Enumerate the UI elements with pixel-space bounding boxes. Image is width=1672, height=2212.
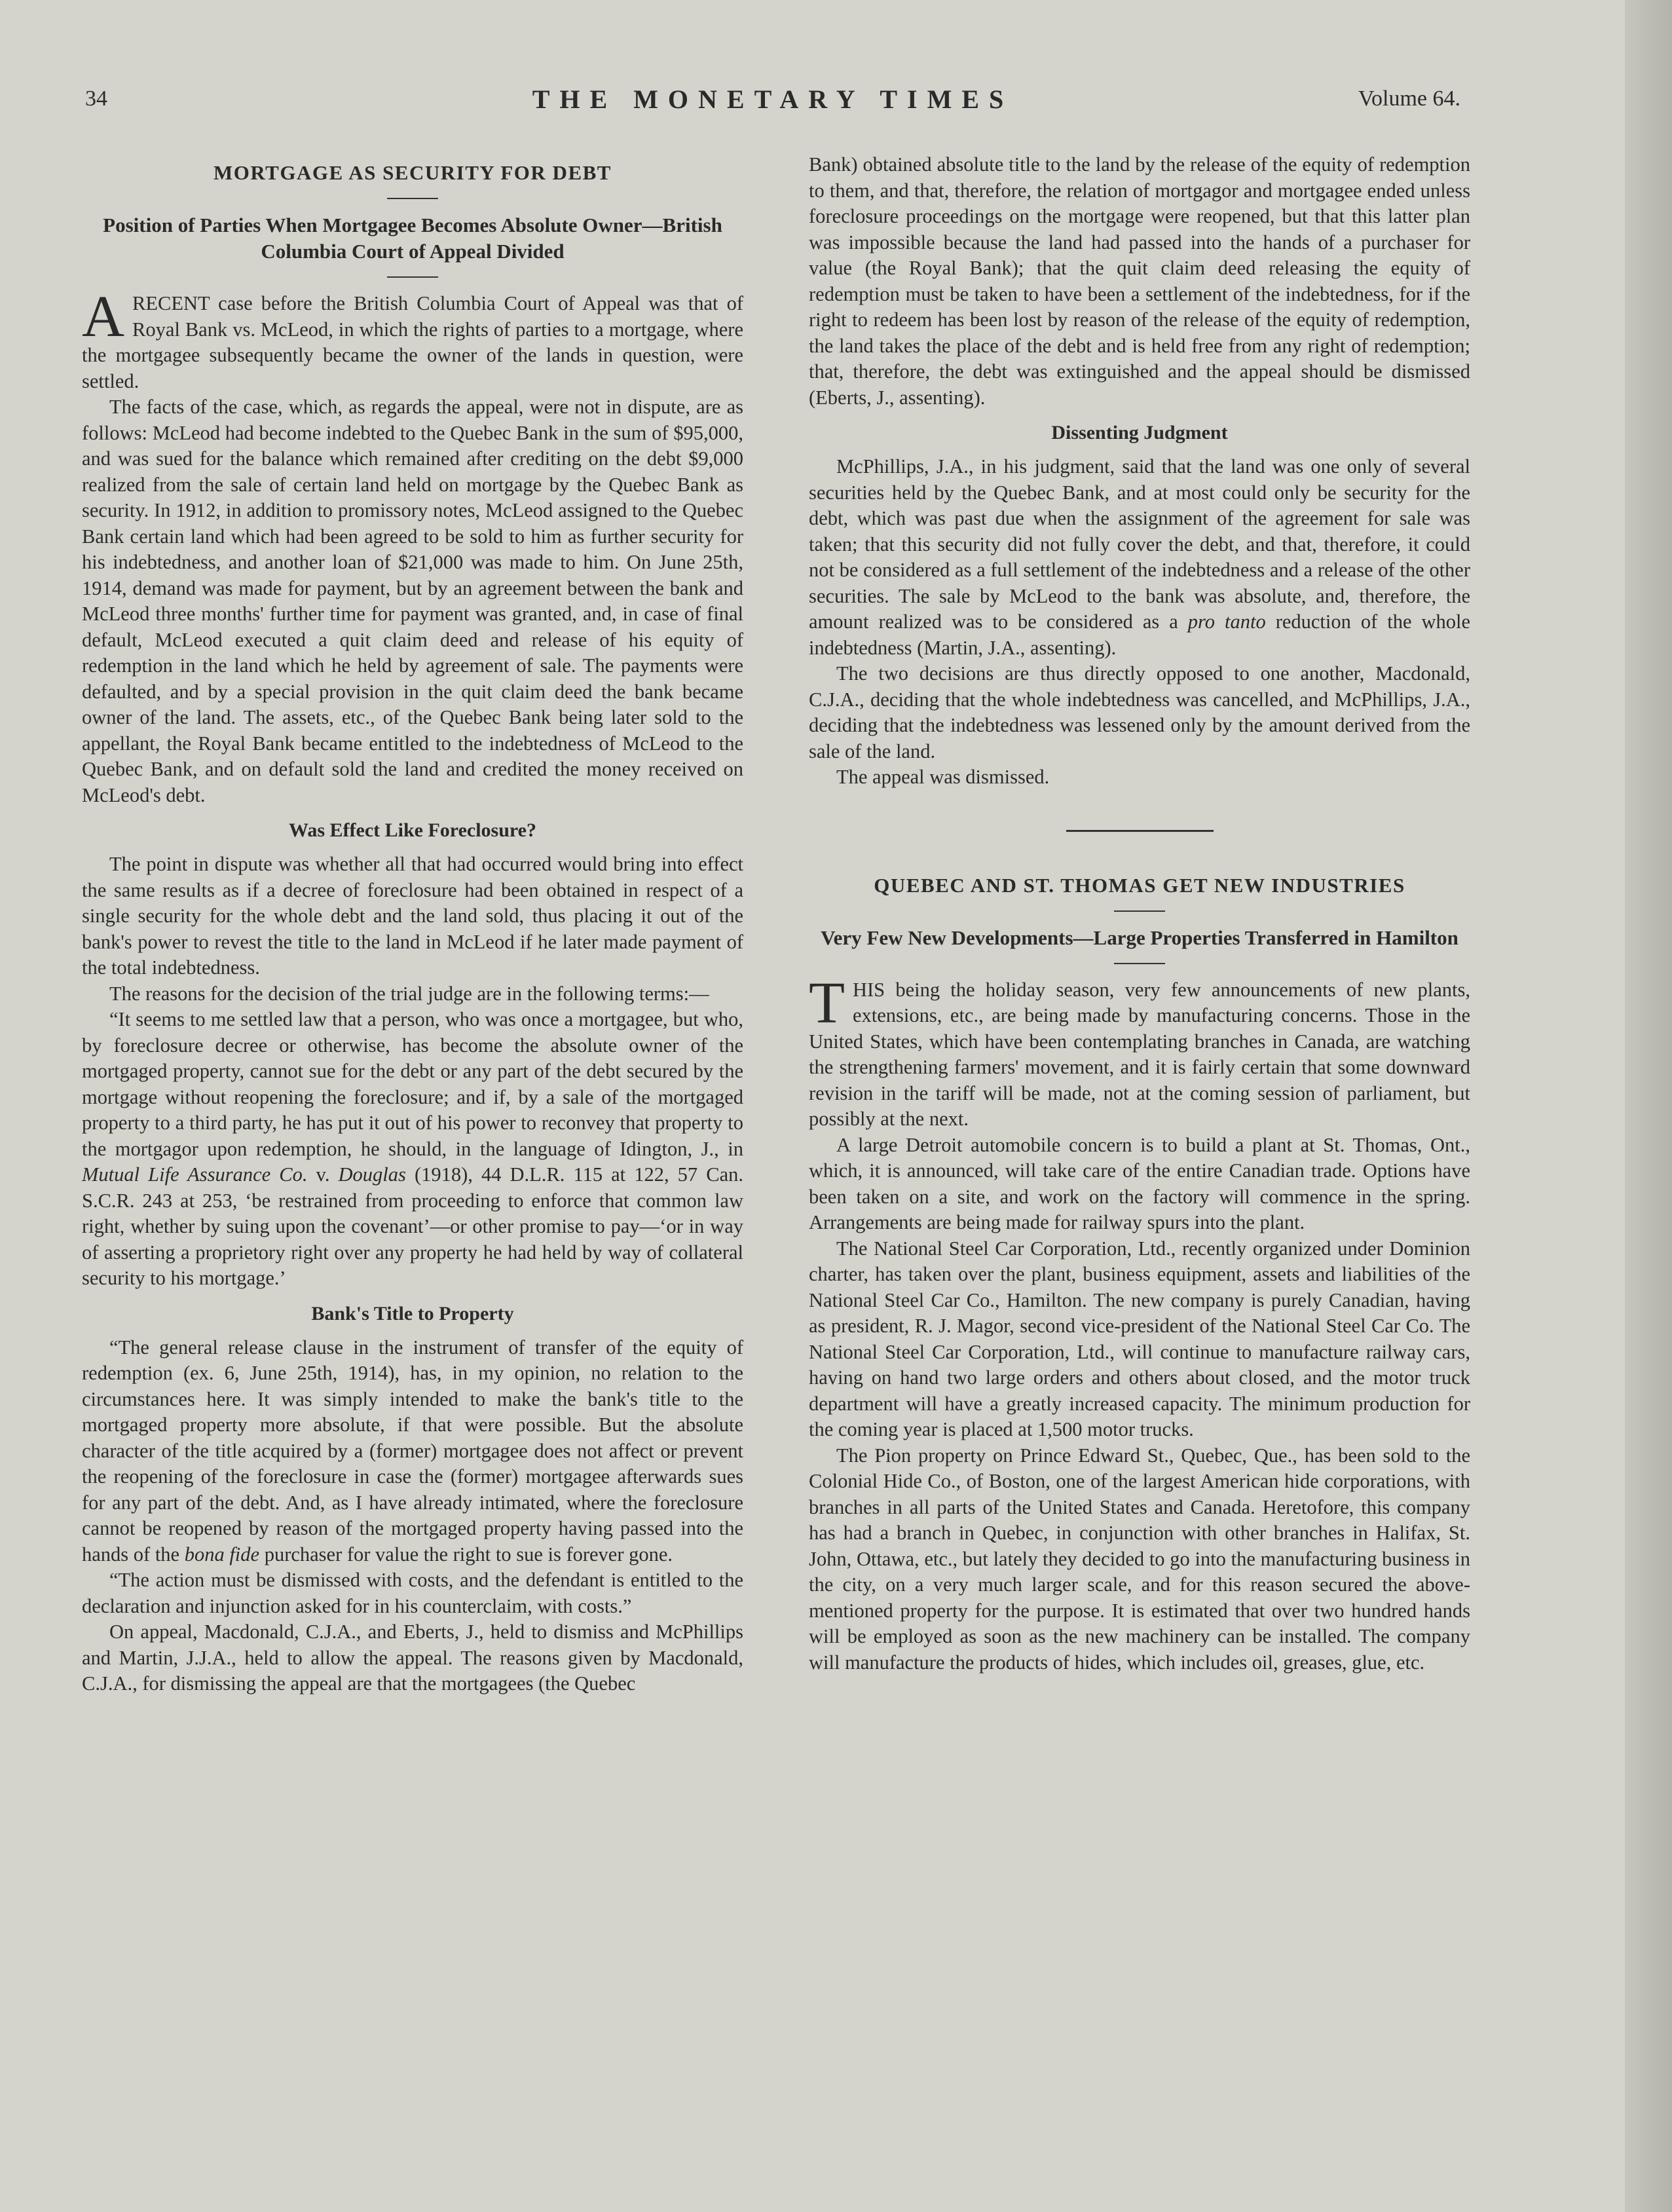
- page-edge: [1625, 0, 1672, 2212]
- subhead-foreclosure: Was Effect Like Foreclosure?: [289, 819, 536, 841]
- paragraph-action: “The action must be dismissed with costs, and the defendant is entitled to the declaration and injunction asked for in his counterclaim, with costs.”: [82, 1569, 743, 1617]
- paragraph-pion: The Pion property on Prince Edward St., Quebec, Que., has been sold to the Colonial Hide Co., of Boston, one of the largest American hide corporations, with branches in all parts of the United States and Canada. Heretofore, this company has had a branch in Quebec, in conjunction with other branches in Halifax, St. John, Ottawa, etc., but lately they decided to go into the manufacturing business in the city, on a very much larger scale, and for this reason secured the above-mentioned property for the purpose. It is estimated that over two hundred hands will be employed as soon as the new machinery can be installed. The company will manufacture the products of hides, which includes oil, greases, glue, etc.: [809, 1444, 1470, 1674]
- subhead-title-property: Bank's Title to Property: [311, 1302, 514, 1324]
- paragraph-dismissed: The appeal was dismissed.: [836, 766, 1050, 788]
- deck-rule: [387, 276, 438, 278]
- article2-intro: [809, 970, 1470, 1133]
- article1-title: MORTGAGE AS SECURITY FOR DEBT: [214, 161, 612, 184]
- article1-intro-text: RECENT case before the British Columbia Court of Appeal was that of Royal Bank vs. McLeod, in which the rights of parties to a mortgage, where the mortgagee subsequently became the owner of the lands in question, were settled.: [82, 292, 743, 392]
- left-column: [82, 152, 743, 1697]
- paragraph-release: [82, 1335, 743, 1568]
- masthead: THE MONETARY TIMES: [532, 84, 1014, 114]
- paragraph-on-appeal: On appeal, Macdonald, C.J.A., and Eberts, J., held to dismiss and McPhillips and Martin, J.J.A., held to allow the appeal. The reasons given by Macdonald, C.J.A., for dismissing the appeal are that the mortgagees (the Quebec: [82, 1621, 743, 1695]
- paragraph-continued: Bank) obtained absolute title to the land by the release of the equity of redemption to them, and that, therefore, the relation of mortgagor and mortgagee ended unless foreclosure proceedings on the mortgage were reopened, but that this latter plan was impossible because the land had passed into the hands of a purchaser for value (the Royal Bank); that the quit claim deed releasing the equity of redemption must be taken to have been a settlement of the indebtedness, for if the right to redeem has been lost by reason of the release of the equity of redemption, the land takes the place of the debt and is held free from any right of redemption; that, therefore, the debt was extinguished and the appeal should be dismissed (Eberts, J., assenting).: [809, 153, 1470, 409]
- paragraph-steel-car: The National Steel Car Corporation, Ltd., recently organized under Dominion charter, has taken over the plant, business equipment, assets and liabilities of the National Steel Car Co., Hamilton. The new company is purely Canadian, having as president, R. J. Magor, second vice-president of the National Steel Car Co. The National Steel Car Corporation, Ltd., will continue to manufacture railway cars, having on hand two large orders and others about closed, and the motor truck department will have a greatly increased capacity. The minimum production for the coming year is placed at 1,500 motor trucks.: [809, 1237, 1470, 1440]
- quote-text-b: (1918), 44 D.L.R. 115 at 122, 57 Can. S.C.R. 243 at 253, ‘be restrained from proceeding to enforce that common law right, whether by suing upon the covenant’—or other promise to pay—‘or in way of asserting a proprietory right over any property he had held by way of collateral security to his mortgage.’: [82, 1163, 743, 1289]
- paragraph-two-decisions: The two decisions are thus directly opposed to one another, Macdonald, C.J.A., deciding that the whole indebtedness was cancelled, and McPhillips, J.A., deciding that the indebtedness was lessened only by the amount derived from the sale of the land.: [809, 662, 1470, 762]
- case-name: Mutual Life Assurance Co.: [82, 1163, 308, 1186]
- paragraph-quote: [82, 1007, 743, 1292]
- release-text-b: purchaser for value the right to sue is forever gone.: [259, 1543, 673, 1565]
- dissent-text-a: McPhillips, J.A., in his judgment, said that the land was one only of several securities held by the Quebec Bank, and at most could only be security for the debt, which was past due when the assignment of the agreement for sale was taken; that this security did not fully cover the debt, and that, therefore, it could not be considered as a full settlement of the indebtedness and a release of the other securities. The sale by McLeod to the bank was absolute, and, therefore, the amount realized was to be considered as a: [809, 455, 1470, 633]
- article2-title: QUEBEC AND ST. THOMAS GET NEW INDUSTRIES: [874, 873, 1405, 897]
- case-name-2: Douglas: [338, 1163, 406, 1186]
- article2-intro-text: HIS being the holiday season, very few announcements of new plants, extensions, etc., are being made by manufacturing concerns. Those in the United States, which have been contemplating branches in Canada, are watching the strengthening farmers' movement, and it is fairly certain that some downward revision in the tariff will be made, not at the coming session of parliament, but possibly at the next.: [809, 978, 1470, 1130]
- case-v: v.: [307, 1163, 339, 1186]
- paragraph-point: The point in dispute was whether all that had occurred would bring into effect the same results as if a decree of foreclosure had been obtained in respect of a single security for the whole debt and the land sold, thus placing it out of the bank's power to revest the title to the land in McLeod if he later made payment of the total indebtedness.: [82, 853, 743, 979]
- title-rule-2: [1114, 910, 1165, 912]
- dropcap-a: A: [82, 284, 124, 349]
- paragraph-facts: The facts of the case, which, as regards the appeal, were not in dispute, are as follows: McLeod had become indebted to the Quebec Bank in the sum of $95,000, and was sued for the balance which remained after crediting on the debt $9,000 realized from the sale of certain land held on mortgage by the Quebec Bank as security. In 1912, in addition to promissory notes, McLeod assigned to the Quebec Bank certain land which had been agreed to be sold to him as further security for his indebtedness, and another loan of $21,000 was made to him. On June 25th, 1914, demand was made for payment, but by an agreement between the bank and McLeod three months' further time for payment was granted, and, in case of final default, McLeod executed a quit claim deed and release of his equity of redemption in the land which he held by agreement of sale. The payments were defaulted, and by a special provision in the quit claim deed the bank became owner of the land. The assets, etc., of the Quebec Bank being later sold to the appellant, the Royal Bank became entitled to the indebtedness of McLeod to the Quebec Bank, and on default sold the land and credited the money received on McLeod's debt.: [82, 396, 743, 806]
- paragraph-dissent: [809, 454, 1470, 661]
- paragraph-detroit: A large Detroit automobile concern is to build a plant at St. Thomas, Ont., which, it is announced, will take care of the entire Canadian trade. Options have been taken on a site, and work on the factory will commence in the spring. Arrangements are being made for railway spurs into the plant.: [809, 1133, 1470, 1233]
- page-number: 34: [85, 86, 107, 111]
- running-head: [85, 79, 1460, 124]
- section-divider: [1066, 830, 1214, 832]
- article2-deck: Very Few New Developments—Large Properties Transferred in Hamilton: [821, 926, 1458, 949]
- subhead-dissent: Dissenting Judgment: [1051, 422, 1228, 443]
- pro-tanto: pro tanto: [1187, 610, 1266, 633]
- release-text-a: “The general release clause in the instrument of transfer of the equity of redemption (ex. 6, June 25th, 1914), has, in my opinion, no relation to the circumstances here. It was simply intended to make the bank's title to the mortgaged property more absolute, if that were possible. But the absolute character of the title acquired by a (former) mortgagee does not affect or prevent the reopening of the foreclosure in case the (former) mortgagee afterwards sues for any part of the debt. And, as I have already intimated, where the foreclosure cannot be reopened by reason of the mortgaged property having passed into the hands of the: [82, 1336, 743, 1565]
- dissent-text-b: reduction of the whole indebtedness (Martin, J.A., assenting).: [809, 610, 1471, 659]
- quote-text-a: “It seems to me settled law that a person, who was once a mortgagee, but who, by foreclosure decree or otherwise, has become the absolute owner of the mortgaged property, cannot sue for the debt or any part of the debt secured by the mortgage without reopening the foreclosure; and if, by a sale of the mortgaged property to a third party, he has put it out of his power to reconvey that property to the mortgagor upon redemption, he should, in the language of Idington, J., in: [82, 1008, 743, 1160]
- article1-intro: [82, 284, 743, 394]
- title-rule: [387, 198, 438, 199]
- volume-label: Volume 64.: [1358, 86, 1460, 111]
- right-column: [809, 152, 1470, 1676]
- deck-rule-2: [1114, 963, 1165, 964]
- bona-fide: bona fide: [184, 1543, 260, 1565]
- paragraph-reasons: The reasons for the decision of the trial judge are in the following terms:—: [109, 982, 709, 1005]
- article1-deck: Position of Parties When Mortgagee Becomes Absolute Owner—British Columbia Court of Appeal Divided: [103, 214, 722, 263]
- dropcap-t: T: [809, 970, 845, 1036]
